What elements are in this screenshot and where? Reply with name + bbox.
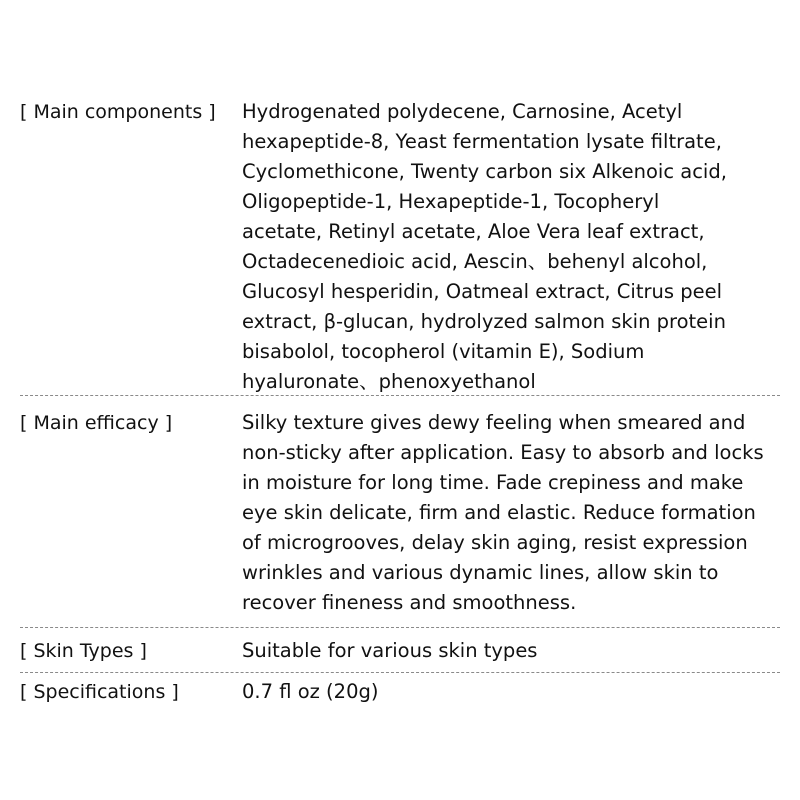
spec-value bbox=[242, 677, 780, 707]
spec-value-line: Oligopeptide-1, Hexapeptide-1, Tocopheryl bbox=[242, 190, 660, 213]
product-spec-table bbox=[20, 97, 780, 717]
spec-value-line: Cyclomethicone, Twenty carbon six Alkenoic acid, bbox=[242, 160, 727, 183]
spec-value bbox=[242, 636, 780, 666]
spec-row-skin-types bbox=[20, 628, 780, 672]
spec-value-line: non-sticky after application. Easy to absorb and locks bbox=[242, 441, 764, 464]
spec-value-line: in moisture for long time. Fade crepiness and make bbox=[242, 471, 744, 494]
spec-value-line: Glucosyl hesperidin, Oatmeal extract, Citrus peel bbox=[242, 280, 723, 303]
spec-value-line: Hydrogenated polydecene, Carnosine, Acetyl bbox=[242, 100, 683, 123]
spec-row-main-efficacy bbox=[20, 396, 780, 627]
spec-value-line: of microgrooves, delay skin aging, resist expression bbox=[242, 531, 748, 554]
spec-value-line: eye skin delicate, firm and elastic. Reduce formation bbox=[242, 501, 756, 524]
spec-value-line: extract, β-glucan, hydrolyzed salmon skin protein bbox=[242, 310, 726, 333]
spec-value-line: Octadecenedioic acid, Aescin、behenyl alcohol, bbox=[242, 250, 708, 273]
spec-value bbox=[242, 97, 780, 397]
spec-value-line: Silky texture gives dewy feeling when smeared and bbox=[242, 411, 746, 434]
spec-label: [ Main efficacy ] bbox=[20, 412, 173, 434]
spec-value-line: wrinkles and various dynamic lines, allow skin to bbox=[242, 561, 719, 584]
spec-label: [ Main components ] bbox=[20, 101, 216, 123]
spec-value-line: acetate, Retinyl acetate, Aloe Vera leaf extract, bbox=[242, 220, 705, 243]
spec-value-line: recover fineness and smoothness. bbox=[242, 591, 577, 614]
spec-value-line: hexapeptide-8, Yeast fermentation lysate filtrate, bbox=[242, 130, 722, 153]
spec-value-line: 0.7 fl oz (20g) bbox=[242, 680, 379, 703]
spec-value-line: hyaluronate、phenoxyethanol bbox=[242, 370, 536, 393]
spec-row-main-components bbox=[20, 97, 780, 395]
spec-label: [ Skin Types ] bbox=[20, 640, 147, 662]
spec-label: [ Specifications ] bbox=[20, 681, 179, 703]
spec-value-line: bisabolol, tocopherol (vitamin E), Sodium bbox=[242, 340, 645, 363]
spec-value-line: Suitable for various skin types bbox=[242, 639, 538, 662]
spec-value bbox=[242, 408, 780, 618]
spec-row-specifications bbox=[20, 673, 780, 717]
